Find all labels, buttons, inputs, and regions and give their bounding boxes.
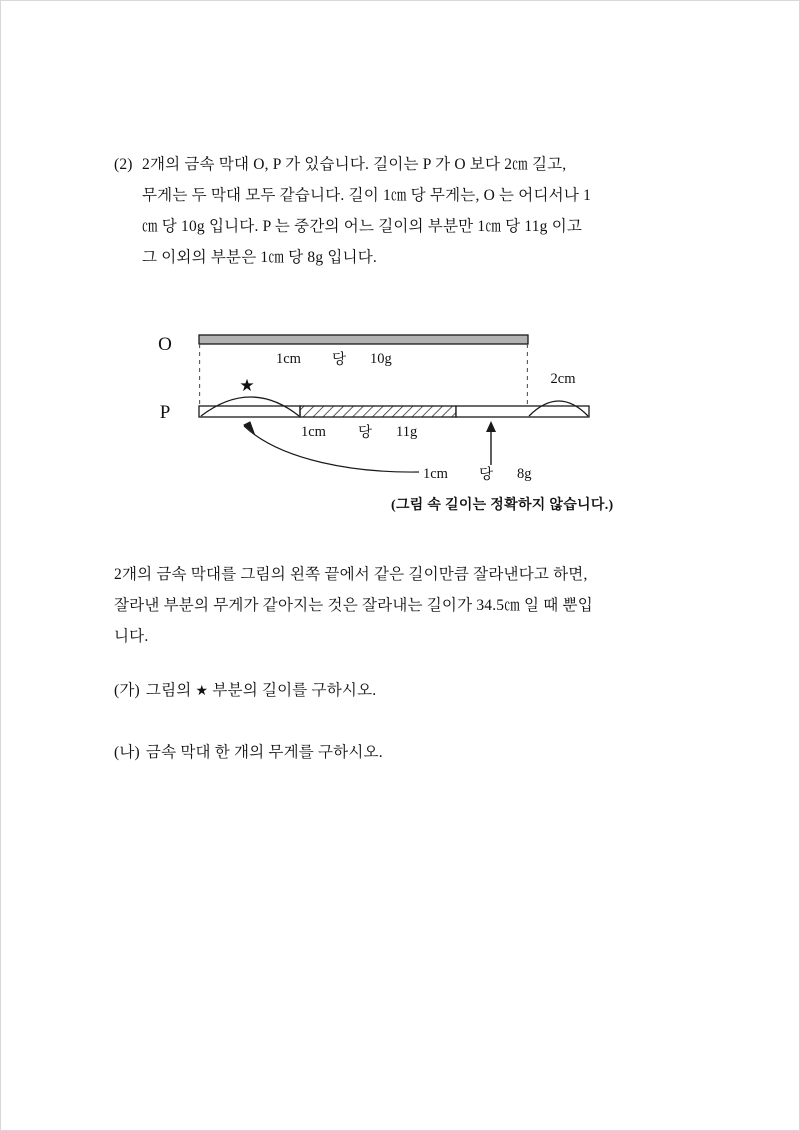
bar-o-body	[199, 335, 528, 344]
diagram-svg	[151, 321, 671, 521]
bar-o-density-per-label: 당	[332, 352, 347, 368]
middle-paragraph-line-2	[114, 590, 692, 621]
problem-statement-line-3	[114, 211, 692, 242]
problem-statement-text-4: 그 이외의 부분은 1㎝ 당 8g 입니다.	[142, 249, 377, 266]
callout-curve-left	[244, 426, 419, 472]
problem-statement-line-2	[114, 180, 692, 211]
question-ga	[114, 677, 376, 706]
question-ga-label: (가)	[114, 682, 140, 699]
bar-p-middle-density-label: 1cm	[301, 424, 326, 440]
bar-p-ends-density-value-label: 8g	[517, 466, 532, 482]
bar-p-right-segment	[456, 406, 589, 417]
bar-o-density-label: 1cm	[276, 351, 301, 367]
question-ga-text-before: 그림의	[145, 682, 192, 699]
figure-caption: (그림 속 길이는 정확하지 않습니다.)	[391, 498, 614, 513]
question-na	[114, 739, 383, 767]
middle-paragraph-text-3: 니다.	[114, 628, 149, 645]
problem-statement-line-4	[114, 242, 692, 273]
problem-statement-line-1	[114, 149, 692, 180]
middle-paragraph-line-1	[114, 559, 692, 590]
bar-p-ends-density-per-label: 당	[479, 467, 494, 483]
middle-paragraph-line-3	[114, 621, 692, 652]
bar-o-density-value-label: 10g	[370, 351, 392, 367]
bar-p-middle-density-per-label: 당	[358, 425, 373, 441]
bar-p-ends-density-label: 1cm	[423, 466, 448, 482]
extra-length-label: 2cm	[550, 371, 576, 387]
middle-paragraph-text-1: 2개의 금속 막대를 그림의 왼쪽 끝에서 같은 길이만큼 잘라낸다고 하면,	[114, 566, 588, 583]
question-na-label: (나)	[114, 744, 140, 761]
problem-number: (2)	[114, 156, 133, 173]
bar-p-label: P	[159, 402, 171, 423]
middle-paragraph	[114, 559, 692, 652]
bar-p-middle-segment	[300, 406, 456, 417]
callout-arrowhead-right	[486, 421, 496, 432]
star-marker: ★	[239, 376, 255, 396]
problem-statement-text-3: ㎝ 당 10g 입니다. P 는 중간의 어느 길이의 부분만 1㎝ 당 11g 이고	[142, 218, 583, 235]
problem-statement	[114, 149, 692, 273]
problem-statement-text-2: 무게는 두 막대 모두 같습니다. 길이 1㎝ 당 무게는, O 는 어디서나 1	[142, 187, 592, 204]
problem-statement-text-1: 2개의 금속 막대 O, P 가 있습니다. 길이는 P 가 O 보다 2㎝ 길고,	[142, 156, 567, 173]
question-ga-star-icon: ★	[195, 684, 209, 699]
bar-p-middle-density-value-label: 11g	[396, 424, 418, 440]
question-ga-text-after: 부분의 길이를 구하시오.	[212, 682, 377, 699]
middle-paragraph-text-2: 잘라낸 부분의 무게가 같아지는 것은 잘라내는 길이가 34.5㎝ 일 때 뿐입	[114, 597, 593, 614]
bar-o-label: O	[158, 334, 172, 355]
question-na-text: 금속 막대 한 개의 무게를 구하시오.	[145, 744, 383, 761]
metal-bars-diagram	[151, 321, 671, 521]
